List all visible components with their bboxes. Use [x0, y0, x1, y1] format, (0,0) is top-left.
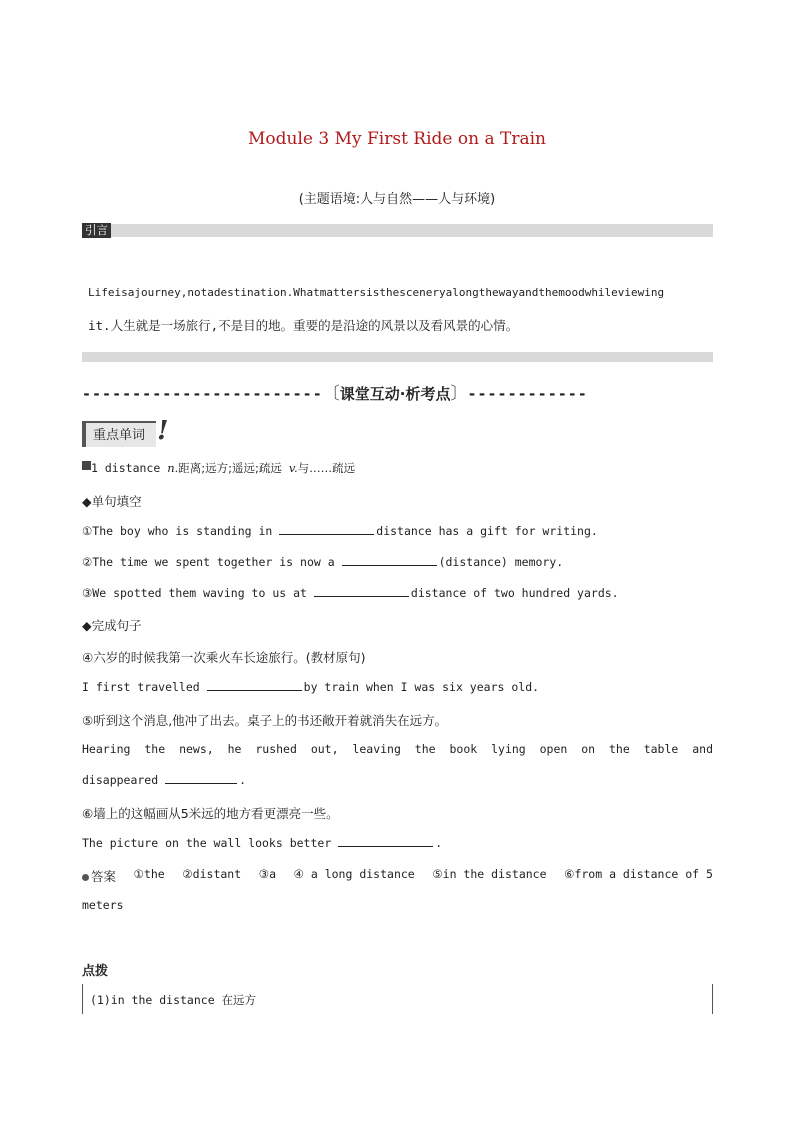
question-4-english: I first travelled by train when I was six years old. [82, 680, 540, 694]
theme-context: (主题语境:人与自然——人与环境) [298, 192, 496, 207]
pos-verb: v. [288, 461, 298, 475]
question-5-chinese: ⑤听到这个消息,他冲了出去。桌子上的书还敞开着就消失在远方。 [82, 713, 448, 728]
tip-heading: 点拨 [82, 964, 109, 979]
answer-dot-icon [82, 874, 89, 881]
answer-label: 答案 [82, 867, 116, 885]
meaning-noun: 距离;远方;遥远;疏远 [178, 461, 282, 475]
pos-noun: n. [167, 461, 179, 475]
question-4-chinese: ④六岁的时候我第一次乘火车长途旅行。(教材原句) [82, 650, 366, 665]
bracket-open: 〔 [322, 384, 340, 404]
intro-tag: 引言 [82, 223, 111, 238]
question-2: ②The time we spent together is now a (distance) memory. [82, 555, 564, 569]
page-title: Module 3 My First Ride on a Train [247, 129, 547, 149]
section-title: 课堂互动·析考点 [339, 385, 451, 403]
intro-bar [82, 224, 713, 237]
question-5-english-line2: disappeared . [82, 773, 247, 787]
answer-line: 答案 ①the ②distant ③a ④ a long distance ⑤in the distance ⑥from a distance of 5 [82, 867, 713, 885]
header-dashes-left: ------------------------ [82, 385, 323, 403]
intro-bottom-bar [82, 352, 713, 362]
meaning-verb: 与……疏远 [297, 461, 356, 475]
answer-blank[interactable] [165, 773, 237, 784]
bullet-square-icon [82, 461, 91, 470]
key-words-tab: 重点单词 [82, 421, 156, 447]
question-6-chinese: ⑥墙上的这幅画从5米远的地方看更漂亮一些。 [82, 806, 339, 821]
answer-blank[interactable] [342, 555, 437, 566]
answer-continuation: meters [82, 898, 124, 912]
question-5-english-line1: Hearing the news, he rushed out, leaving the book lying open on the table and [82, 742, 713, 756]
answer-blank[interactable] [338, 836, 433, 847]
header-dashes-right: ------------ [467, 385, 588, 403]
answer-blank[interactable] [279, 524, 374, 535]
intro-chinese: it.人生就是一场旅行,不是目的地。重要的是沿途的风景以及看风景的心情。 [88, 318, 519, 333]
entry-number: 1 [91, 461, 98, 475]
question-6-english: The picture on the wall looks better . [82, 836, 443, 850]
fill-blank-heading: ◆单句填空 [82, 494, 142, 509]
section-header [82, 379, 634, 404]
exclamation-mark: ! [157, 416, 169, 446]
tip-item-1: (1)in the distance 在远方 [90, 993, 257, 1007]
word-entry [91, 460, 355, 476]
bracket-close: 〕 [450, 384, 468, 404]
question-3: ③We spotted them waving to us at distance of two hundred yards. [82, 586, 619, 600]
entry-word: distance [104, 461, 161, 475]
intro-english: Lifeisajourney,notadestination.Whatmattersisthesceneryalongthewayandthemoodwhileviewing [88, 286, 665, 299]
complete-sentence-heading: ◆完成句子 [82, 618, 142, 633]
answer-blank[interactable] [207, 680, 302, 691]
question-1: ①The boy who is standing in distance has a gift for writing. [82, 524, 598, 538]
answer-blank[interactable] [314, 586, 409, 597]
